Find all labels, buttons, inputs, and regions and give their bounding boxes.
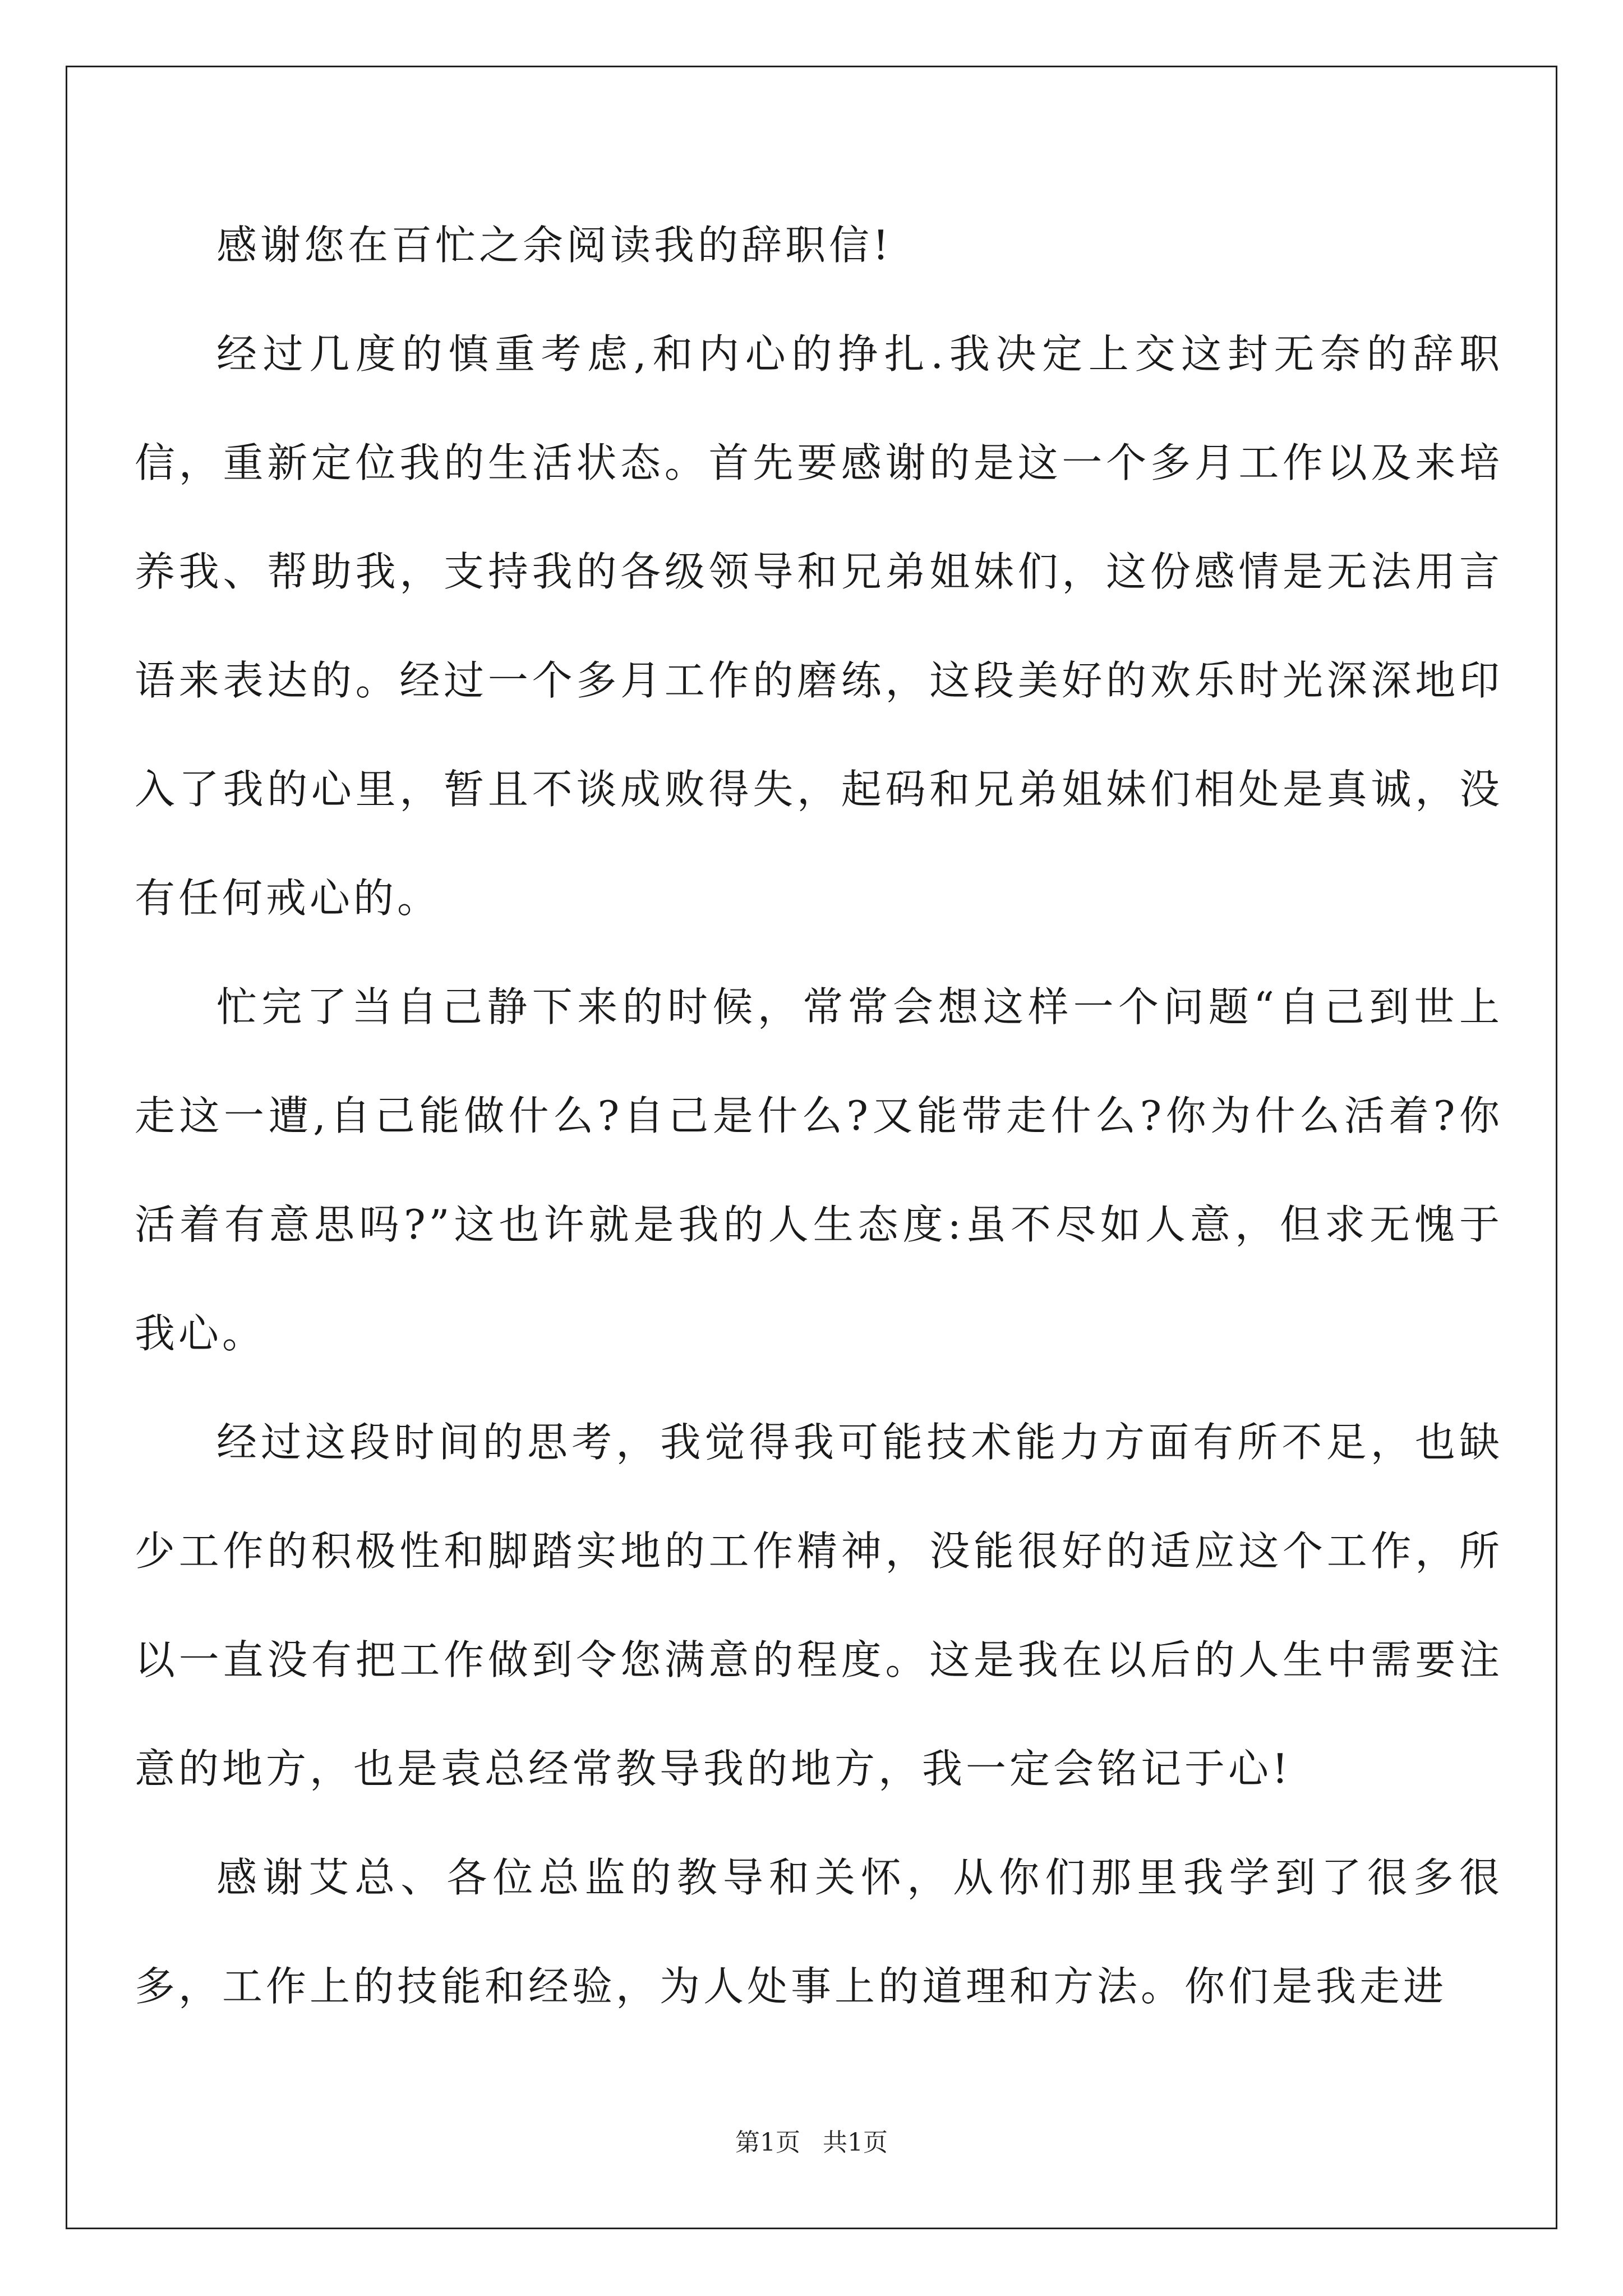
page-footer	[0, 2126, 1623, 2160]
page-total: 共1页	[823, 2128, 888, 2157]
paragraph-thanks: 感谢艾总、各位总监的教导和关怀，从你们那里我学到了很多很多，工作上的技能和经验，为人处事上的道理和方法。你们是我走进	[135, 1854, 1503, 2010]
letter-body	[135, 191, 1503, 2041]
paragraph-greeting: 感谢您在百忙之余阅读我的辞职信!	[216, 222, 892, 269]
paragraph-decision: 经过几度的慎重考虑,和内心的挣扎.我决定上交这封无奈的辞职信，重新定位我的生活状态。首先要感谢的是这一个多月工作以及来培养我、帮助我，支持我的各级领导和兄弟姐妹们，这份感情是无法用言语来表达的。经过一个多月工作的磨练，这段美好的欢乐时光深深地印入了我的心里，暂且不谈成败得失，起码和兄弟姐妹们相处是真诚，没有任何戒心的。	[135, 330, 1503, 922]
paragraph-shortcomings: 经过这段时间的思考，我觉得我可能技术能力方面有所不足，也缺少工作的积极性和脚踏实地的工作精神，没能很好的适应这个工作，所以一直没有把工作做到令您满意的程度。这是我在以后的人生中需要注意的地方，也是袁总经常教导我的地方，我一定会铭记于心!	[135, 1419, 1503, 1792]
paragraph-reflection: 忙完了当自己静下来的时候，常常会想这样一个问题“自己到世上走这一遭,自己能做什么?自己是什么?又能带走什么?你为什么活着?你活着有意思吗?”这也许就是我的人生态度:虽不尽如人意，但求无愧于我心。	[135, 983, 1503, 1357]
page-number: 第1页	[735, 2128, 800, 2157]
